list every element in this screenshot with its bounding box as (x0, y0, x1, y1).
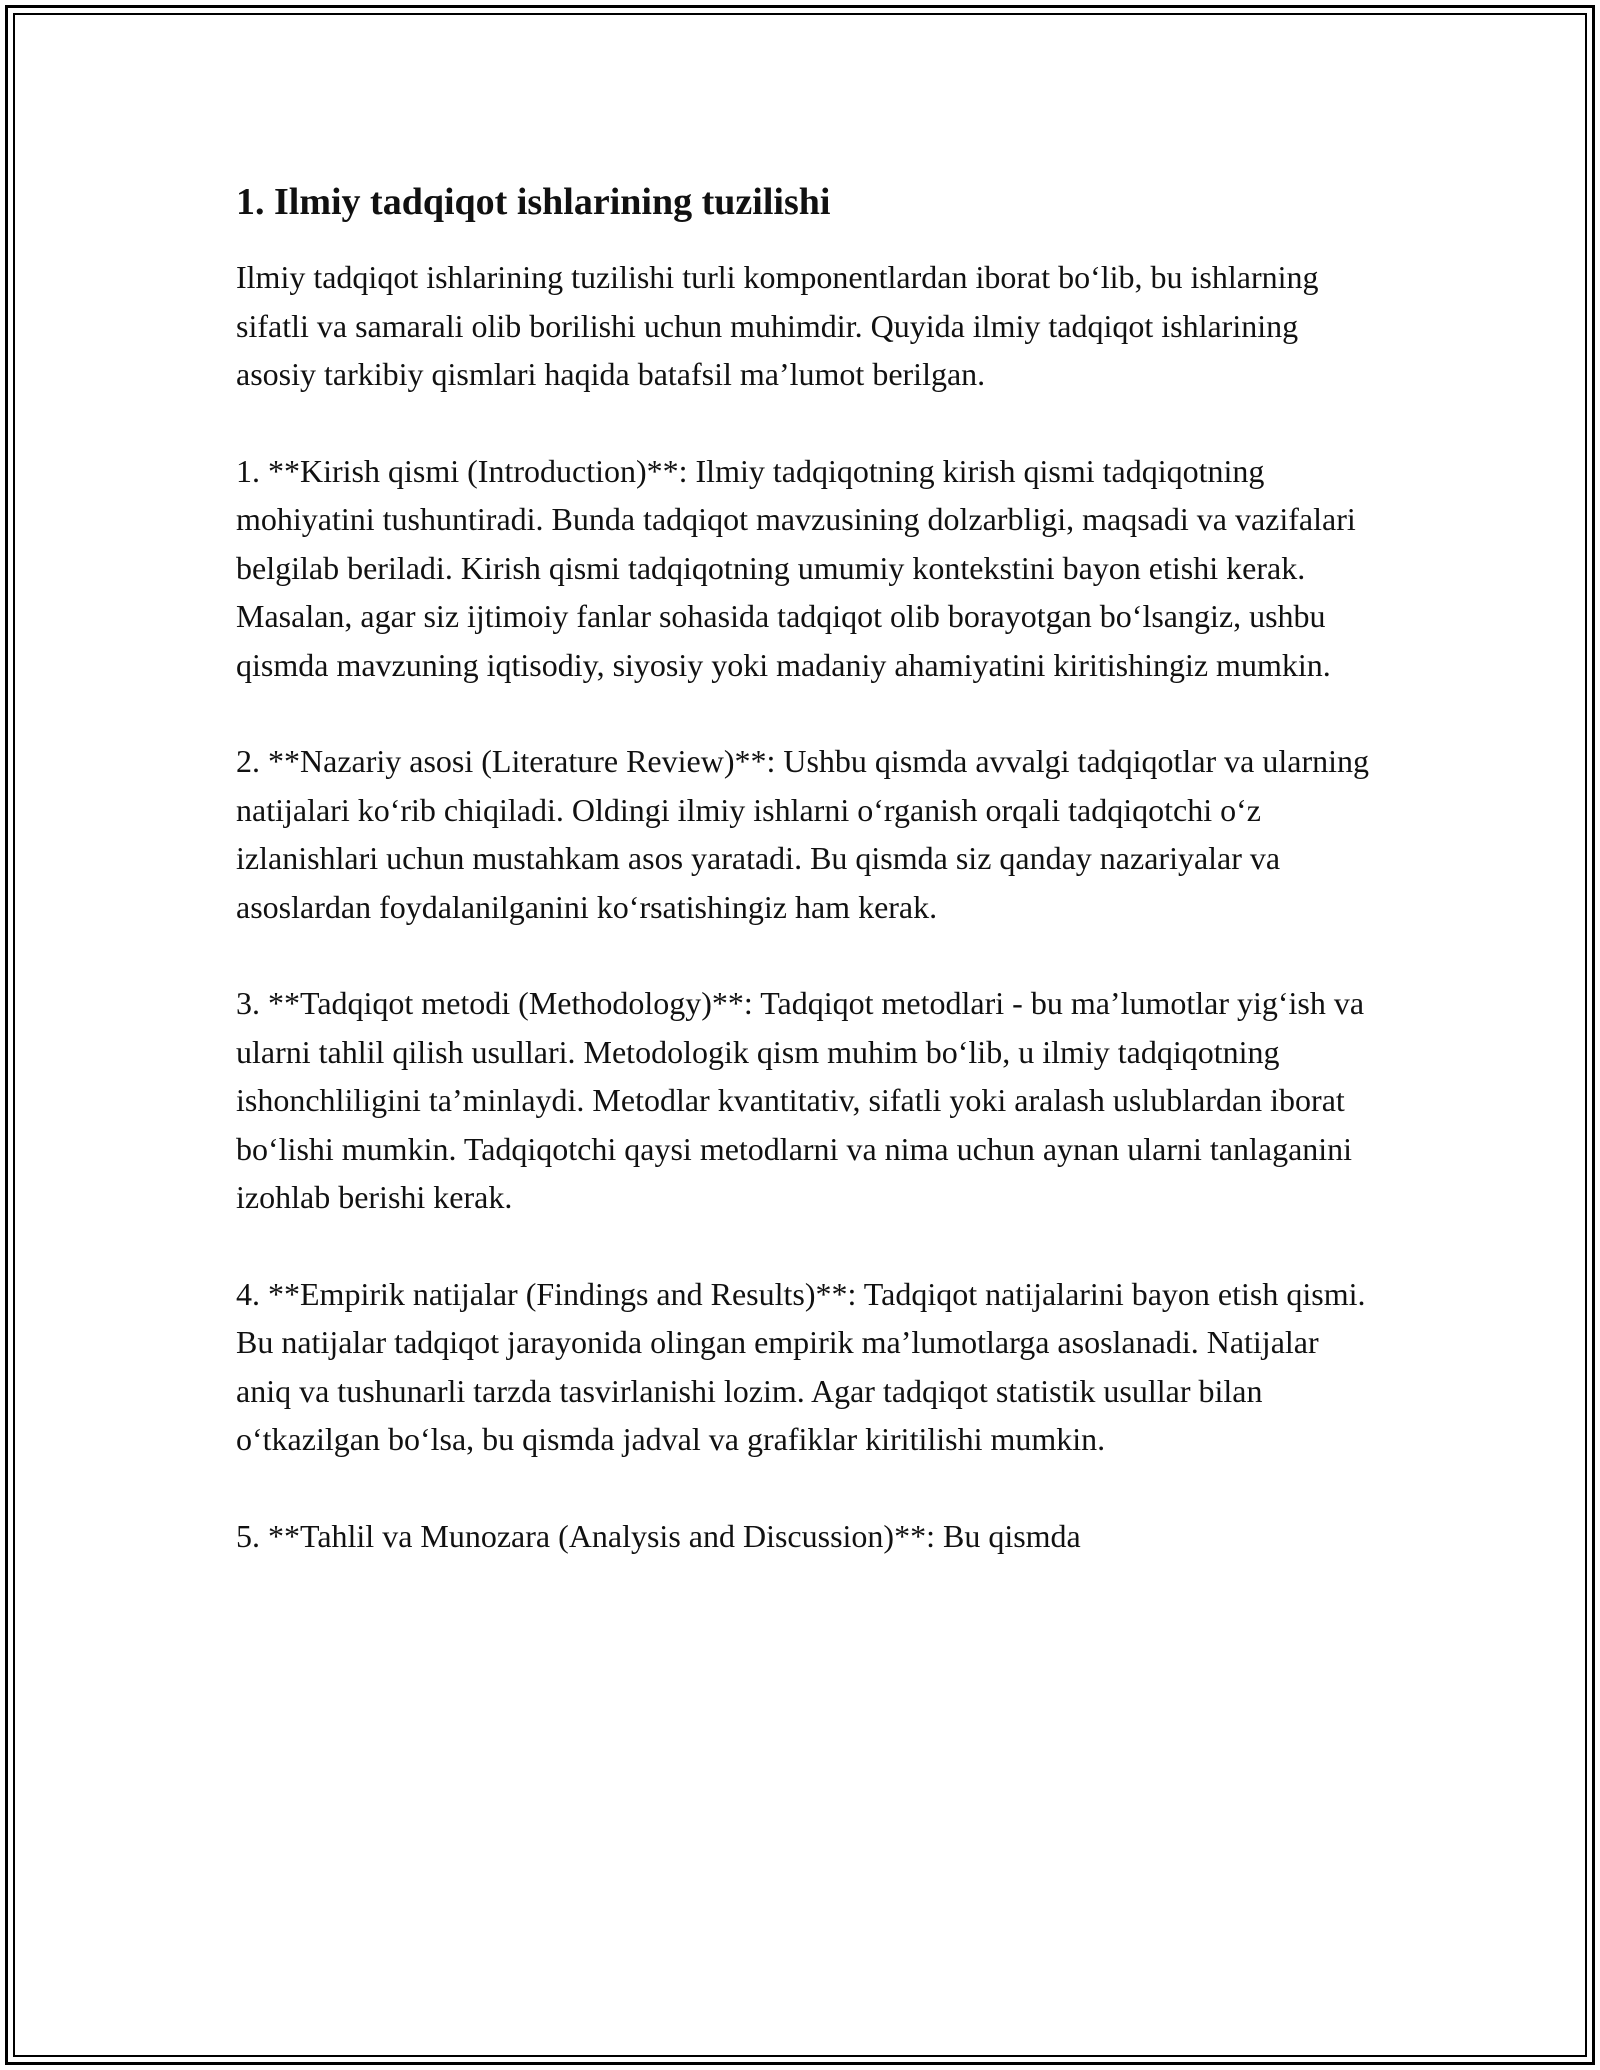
section-methodology-paragraph: 3. **Tadqiqot metodi (Methodology)**: Tadqiqot metodlari - bu ma’lumotlar yig‘ish va ularni tahlil qilish usullari. Metodologik qism muhim bo‘lib, u ilmiy tadqiqotning ishonchliligini ta’minlaydi. Metodlar kvantitativ, sifatli yoki aralash uslublardan iborat bo‘lishi mumkin. Tadqiqotchi qaysi metodlarni va nima uchun aynan ularni tanlaganini izohlab berishi kerak. (236, 985, 1365, 1216)
section-introduction-paragraph: 1. **Kirish qismi (Introduction)**: Ilmiy tadqiqotning kirish qismi tadqiqotning mohiyatini tushuntiradi. Bunda tadqiqot mavzusining dolzarbligi, maqsadi va vazifalari belgilab beriladi. Kirish qismi tadqiqotning umumiy kontekstini bayon etishi kerak. Masalan, agar siz ijtimoiy fanlar sohasida tadqiqot olib borayotgan bo‘lsangiz, ushbu qismda mavzuning iqtisodiy, siyosiy yoki madaniy ahamiyatini kiritishingiz mumkin. (236, 453, 1356, 683)
document-body (236, 178, 1376, 1560)
section-heading: 1. Ilmiy tadqiqot ishlarining tuzilishi (236, 181, 831, 223)
section-analysis-paragraph: 5. **Tahlil va Munozara (Analysis and Discussion)**: Bu qismda (236, 1517, 1081, 1554)
intro-paragraph: Ilmiy tadqiqot ishlarining tuzilishi turli komponentlardan iborat bo‘lib, bu ishlarning sifatli va samarali olib borilishi uchun muhimdir. Quyida ilmiy tadqiqot ishlarining asosiy tarkibiy qismlari haqida batafsil ma’lumot berilgan. (236, 259, 1319, 393)
section-findings-paragraph: 4. **Empirik natijalar (Findings and Results)**: Tadqiqot natijalarini bayon etish qismi. Bu natijalar tadqiqot jarayonida olingan empirik ma’lumotlarga asoslanadi. Natijalar aniq va tushunarli tarzda tasvirlanishi lozim. Agar tadqiqot statistik usullar bilan o‘tkazilgan bo‘lsa, bu qismda jadval va grafiklar kiritilishi mumkin. (236, 1275, 1366, 1458)
section-literature-review-paragraph: 2. **Nazariy asosi (Literature Review)**: Ushbu qismda avvalgi tadqiqotlar va ularning natijalari ko‘rib chiqiladi. Oldingi ilmiy ishlarni o‘rganish orqali tadqiqotchi o‘z izlanishlari uchun mustahkam asos yaratadi. Bu qismda siz qanday nazariyalar va asoslardan foydalanilganini ko‘rsatishingiz ham kerak. (236, 743, 1370, 925)
